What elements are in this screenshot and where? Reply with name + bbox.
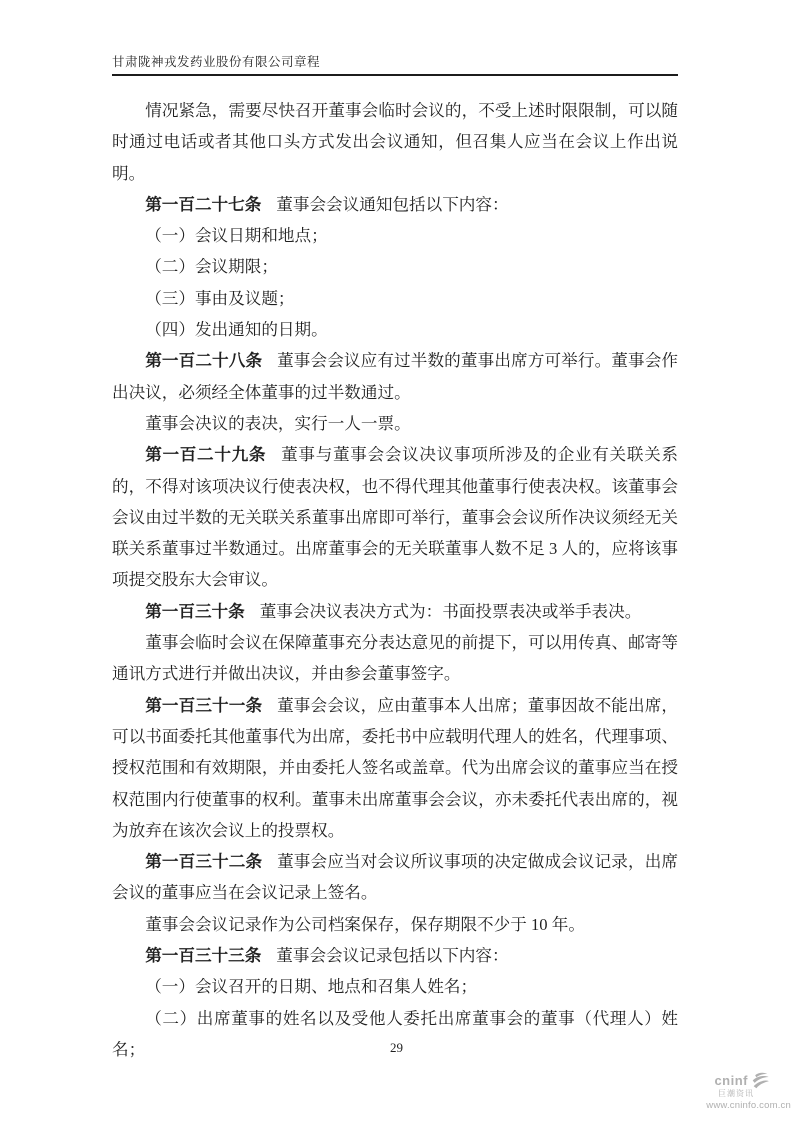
article-number: 第一百三十二条 xyxy=(145,852,263,872)
document-body xyxy=(112,95,678,1065)
list-item xyxy=(112,220,678,251)
document-header-title: 甘肃陇神戎发药业股份有限公司章程 xyxy=(112,55,321,69)
paragraph-text: （二）出席董事的姓名以及受他人委托出席董事会的董事（代理人）姓名； xyxy=(112,1008,678,1059)
paragraph xyxy=(112,596,678,627)
article-number: 第一百二十七条 xyxy=(145,194,262,214)
paragraph xyxy=(112,627,678,690)
list-item xyxy=(112,283,678,314)
article-number: 第一百三十一条 xyxy=(145,695,263,715)
article-number: 第一百三十条 xyxy=(145,601,245,621)
article-number: 第一百二十九条 xyxy=(145,445,267,465)
paragraph-text: 董事会决议的表决，实行一人一票。 xyxy=(145,413,411,433)
paragraph-text: （四）发出通知的日期。 xyxy=(145,320,328,340)
paragraph-text: 董事与董事会会议决议事项所涉及的企业有关联关系的，不得对该项决议行使表决权，也不得代理其他董事行使表决权。该董事会会议由过半数的无关联关系董事出席即可举行，董事会会议所作决议须经无关联关系董事过半数通过。出席董事会的无关联董事人数不足 3 人的，应将该事项提交股东大会审议。 xyxy=(112,445,678,590)
paragraph xyxy=(112,846,678,909)
cninfo-swirl-icon xyxy=(750,1072,770,1089)
list-item xyxy=(112,251,678,282)
paragraph-text: 董事会会议通知包括以下内容： xyxy=(276,194,509,214)
paragraph xyxy=(112,189,678,220)
article-number: 第一百二十八条 xyxy=(145,351,263,371)
page-number: 29 xyxy=(390,1040,403,1055)
article-number: 第一百三十三条 xyxy=(145,946,262,966)
paragraph xyxy=(112,940,678,971)
paragraph xyxy=(112,345,678,408)
paragraph-text: （二）会议期限； xyxy=(145,257,278,277)
paragraph-text: 董事会决议表决方式为：书面投票表决或举手表决。 xyxy=(259,601,642,621)
cninfo-logo-row xyxy=(706,1072,770,1089)
paragraph xyxy=(112,439,678,595)
paragraph-text: 董事会会议应有过半数的董事出席方可举行。董事会作出决议，必须经全体董事的过半数通过。 xyxy=(112,351,679,402)
list-item xyxy=(112,971,678,1002)
cninfo-chinese-name: 巨潮资讯 xyxy=(718,1089,754,1098)
paragraph xyxy=(112,408,678,439)
cninfo-url: www.cninfo.com.cn xyxy=(706,1099,791,1111)
paragraph-text: （三）事由及议题； xyxy=(145,288,295,308)
paragraph-text: （一）会议召开的日期、地点和召集人姓名； xyxy=(145,977,478,997)
paragraph-text: 董事会应当对会议所议事项的决定做成会议记录，出席会议的董事应当在会议记录上签名。 xyxy=(112,852,679,903)
paragraph-text: （一）会议日期和地点； xyxy=(145,226,328,246)
paragraph-text: 董事会会议记录作为公司档案保存，保存期限不少于 10 年。 xyxy=(145,914,585,934)
list-item xyxy=(112,314,678,345)
paragraph xyxy=(112,909,678,940)
paragraph-text: 董事会会议记录包括以下内容： xyxy=(276,946,509,966)
paragraph xyxy=(112,95,678,189)
paragraph-text: 董事会临时会议在保障董事充分表达意见的前提下，可以用传真、邮寄等通讯方式进行并做出决议，并由参会董事签字。 xyxy=(112,633,678,684)
paragraph-text: 董事会会议，应由董事本人出席；董事因故不能出席，可以书面委托其他董事代为出席，委托书中应载明代理人的姓名，代理事项、授权范围和有效期限，并由委托人签名或盖章。代为出席会议的董事应当在授权范围内行使董事的权利。董事未出席董事会会议，亦未委托代表出席的，视为放弃在该次会议上的投票权。 xyxy=(112,695,679,840)
cninfo-brand-text: cninf xyxy=(714,1073,748,1088)
page-header xyxy=(112,52,678,76)
paragraph xyxy=(112,690,678,846)
paragraph-text: 情况紧急，需要尽快召开董事会临时会议的，不受上述时限限制，可以随时通过电话或者其他口头方式发出会议通知，但召集人应当在会议上作出说明。 xyxy=(112,101,678,183)
cninfo-logo xyxy=(706,1072,791,1111)
